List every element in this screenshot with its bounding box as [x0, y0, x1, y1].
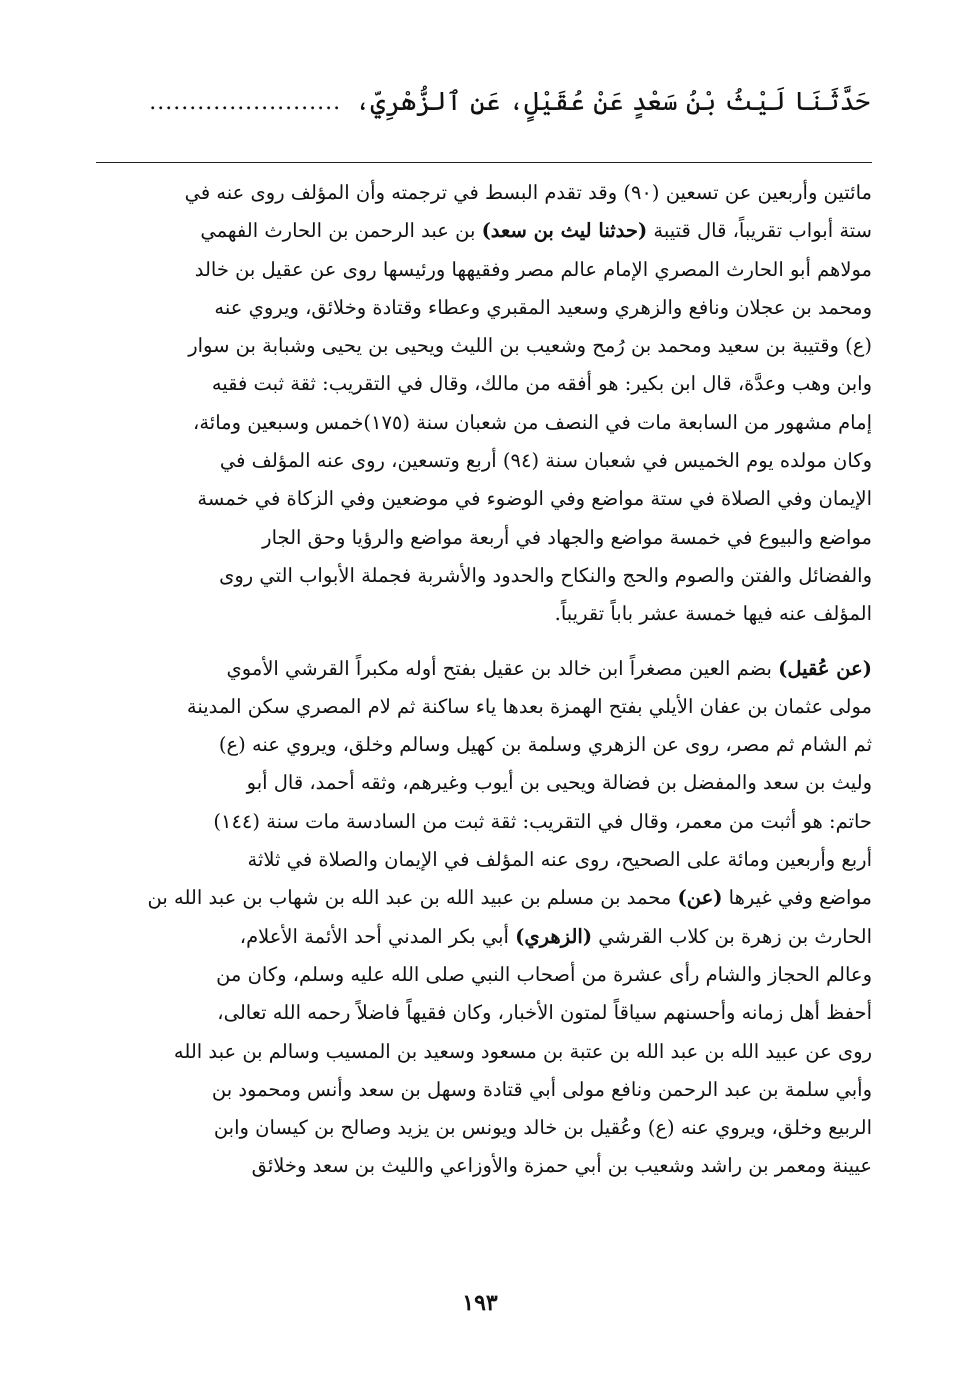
- line-segment: مواضع وفي غيرها: [722, 886, 872, 910]
- text-line: المؤلف عنه فيها خمسة عشر باباً تقريباً.: [554, 602, 872, 626]
- line-segment: الحارث بن زهرة بن كلاب القرشي: [592, 924, 872, 948]
- page-number: ١٩٣: [462, 1290, 498, 1316]
- text-line: ثم الشام ثم مصر، روى عن الزهري وسلمة بن كهيل وسالم وخلق، ويروي عنه (ع): [218, 733, 872, 757]
- line-segment: ستة أبواب تقريباً، قال قتيبة: [647, 219, 872, 243]
- text-line: (ع) وقتيبة بن سعيد ومحمد بن رُمح وشعيب بن الليث ويحيى بن يحيى وشبابة بن سوار: [188, 334, 872, 358]
- text-line: ومحمد بن عجلان ونافع والزهري وسعيد المقبري وعطاء وقتادة وخلائق، ويروي عنه: [214, 295, 872, 319]
- bold-narrator-name: (عن): [677, 886, 723, 910]
- page-header: [98, 72, 870, 132]
- bold-narrator-name: (عن عُقيل): [778, 656, 872, 680]
- text-line: وعالم الحجاز والشام رأى عشرة من أصحاب النبي صلى الله عليه وسلم، وكان من: [216, 962, 872, 986]
- text-line: وابن وهب وعدَّة، قال ابن بكير: هو أفقه من مالك، وقال في التقريب: ثقة ثبت فقيه: [211, 372, 872, 396]
- line-segment: محمد بن مسلم بن عبيد الله بن عبد الله بن شهاب بن عبد الله بن: [147, 886, 678, 910]
- text-line: مولاهم أبو الحارث المصري الإمام عالم مصر وفقيهها ورئيسها روى عن عقيل بن خالد: [194, 257, 872, 281]
- paragraph-gap: [96, 634, 872, 650]
- line-segment: بضم العين مصغراً ابن خالد بن عقيل بفتح أوله مكبراً القرشي الأموي: [226, 656, 779, 680]
- text-line: [96, 879, 872, 917]
- hadith-chain-text: حَدَّثَنَا لَيْثُ بْنُ سَعْدٍ عَنْ عُقَيْلٍ، عَنِ ٱلزُّهْرِيِّ،: [355, 87, 870, 117]
- header-divider: [96, 162, 872, 163]
- text-line: الإيمان وفي الصلاة في ستة مواضع وفي الوضوء في موضعين وفي الزكاة في خمسة: [197, 487, 872, 511]
- text-line: مواضع والبيوع في خمسة مواضع والجهاد في أربعة مواضع والرؤيا وحق الجار: [262, 525, 872, 549]
- commentary-body: [96, 174, 872, 1186]
- text-line: أحفظ أهل زمانه وأحسنهم سياقاً لمتون الأخبار، وكان فقيهاً فاضلاً رحمه الله تعالى،: [217, 1001, 872, 1025]
- text-line: مولى عثمان بن عفان الأيلي بفتح الهمزة بعدها ياء ساكنة ثم لام المصري سكن المدينة: [186, 694, 872, 718]
- text-line: وكان مولده يوم الخميس في شعبان سنة (٩٤) أربع وتسعين، روى عنه المؤلف في: [219, 449, 872, 473]
- text-line: الربيع وخلق، ويروي عنه (ع) وعُقيل بن خالد ويونس بن يزيد وصالح بن كيسان وابن: [213, 1116, 872, 1140]
- bold-narrator-name: (حدثنا ليث بن سعد): [481, 219, 648, 243]
- line-segment: بن عبد الرحمن بن الحارث الفهمي: [200, 219, 482, 243]
- continuation-dots: ........................: [149, 89, 342, 115]
- text-line: [96, 918, 872, 956]
- text-line: عيينة ومعمر بن راشد وشعيب بن أبي حمزة والأوزاعي والليث بن سعد وخلائق: [251, 1154, 872, 1178]
- text-line: روى عن عبيد الله بن عبد الله بن عتبة بن مسعود وسعيد بن المسيب وسالم بن عبد الله: [173, 1039, 872, 1063]
- text-line: والفضائل والفتن والصوم والحج والنكاح والحدود والأشربة فجملة الأبواب التي روى: [219, 563, 872, 587]
- text-line: مائتين وأربعين عن تسعين (٩٠) وقد تقدم البسط في ترجمته وأن المؤلف روى عنه في: [184, 181, 872, 204]
- text-line: وليث بن سعد والمفضل بن فضالة ويحيى بن أيوب وغيرهم، وثقه أحمد، قال أبو: [246, 771, 872, 795]
- paragraph-laith: [96, 174, 872, 634]
- text-line: [96, 212, 872, 250]
- text-line: حاتم: هو أثبت من معمر، وقال في التقريب: ثقة ثبت من السادسة مات سنة (١٤٤): [213, 809, 872, 833]
- text-line: [96, 650, 872, 688]
- text-line: أربع وأربعين ومائة على الصحيح، روى عنه المؤلف في الإيمان والصلاة في ثلاثة: [247, 848, 872, 872]
- line-segment: أبي بكر المدني أحد الأئمة الأعلام،: [239, 924, 516, 948]
- bold-narrator-name: (الزهري): [515, 924, 593, 948]
- text-line: إمام مشهور من السابعة مات في النصف من شعبان سنة (١٧٥)خمس وسبعين ومائة،: [193, 410, 872, 434]
- text-line: وأبي سلمة بن عبد الرحمن ونافع مولى أبي قتادة وسهل بن سعد وأنس ومحمود بن: [211, 1077, 872, 1101]
- paragraph-uqail-zuhri: [96, 650, 872, 1186]
